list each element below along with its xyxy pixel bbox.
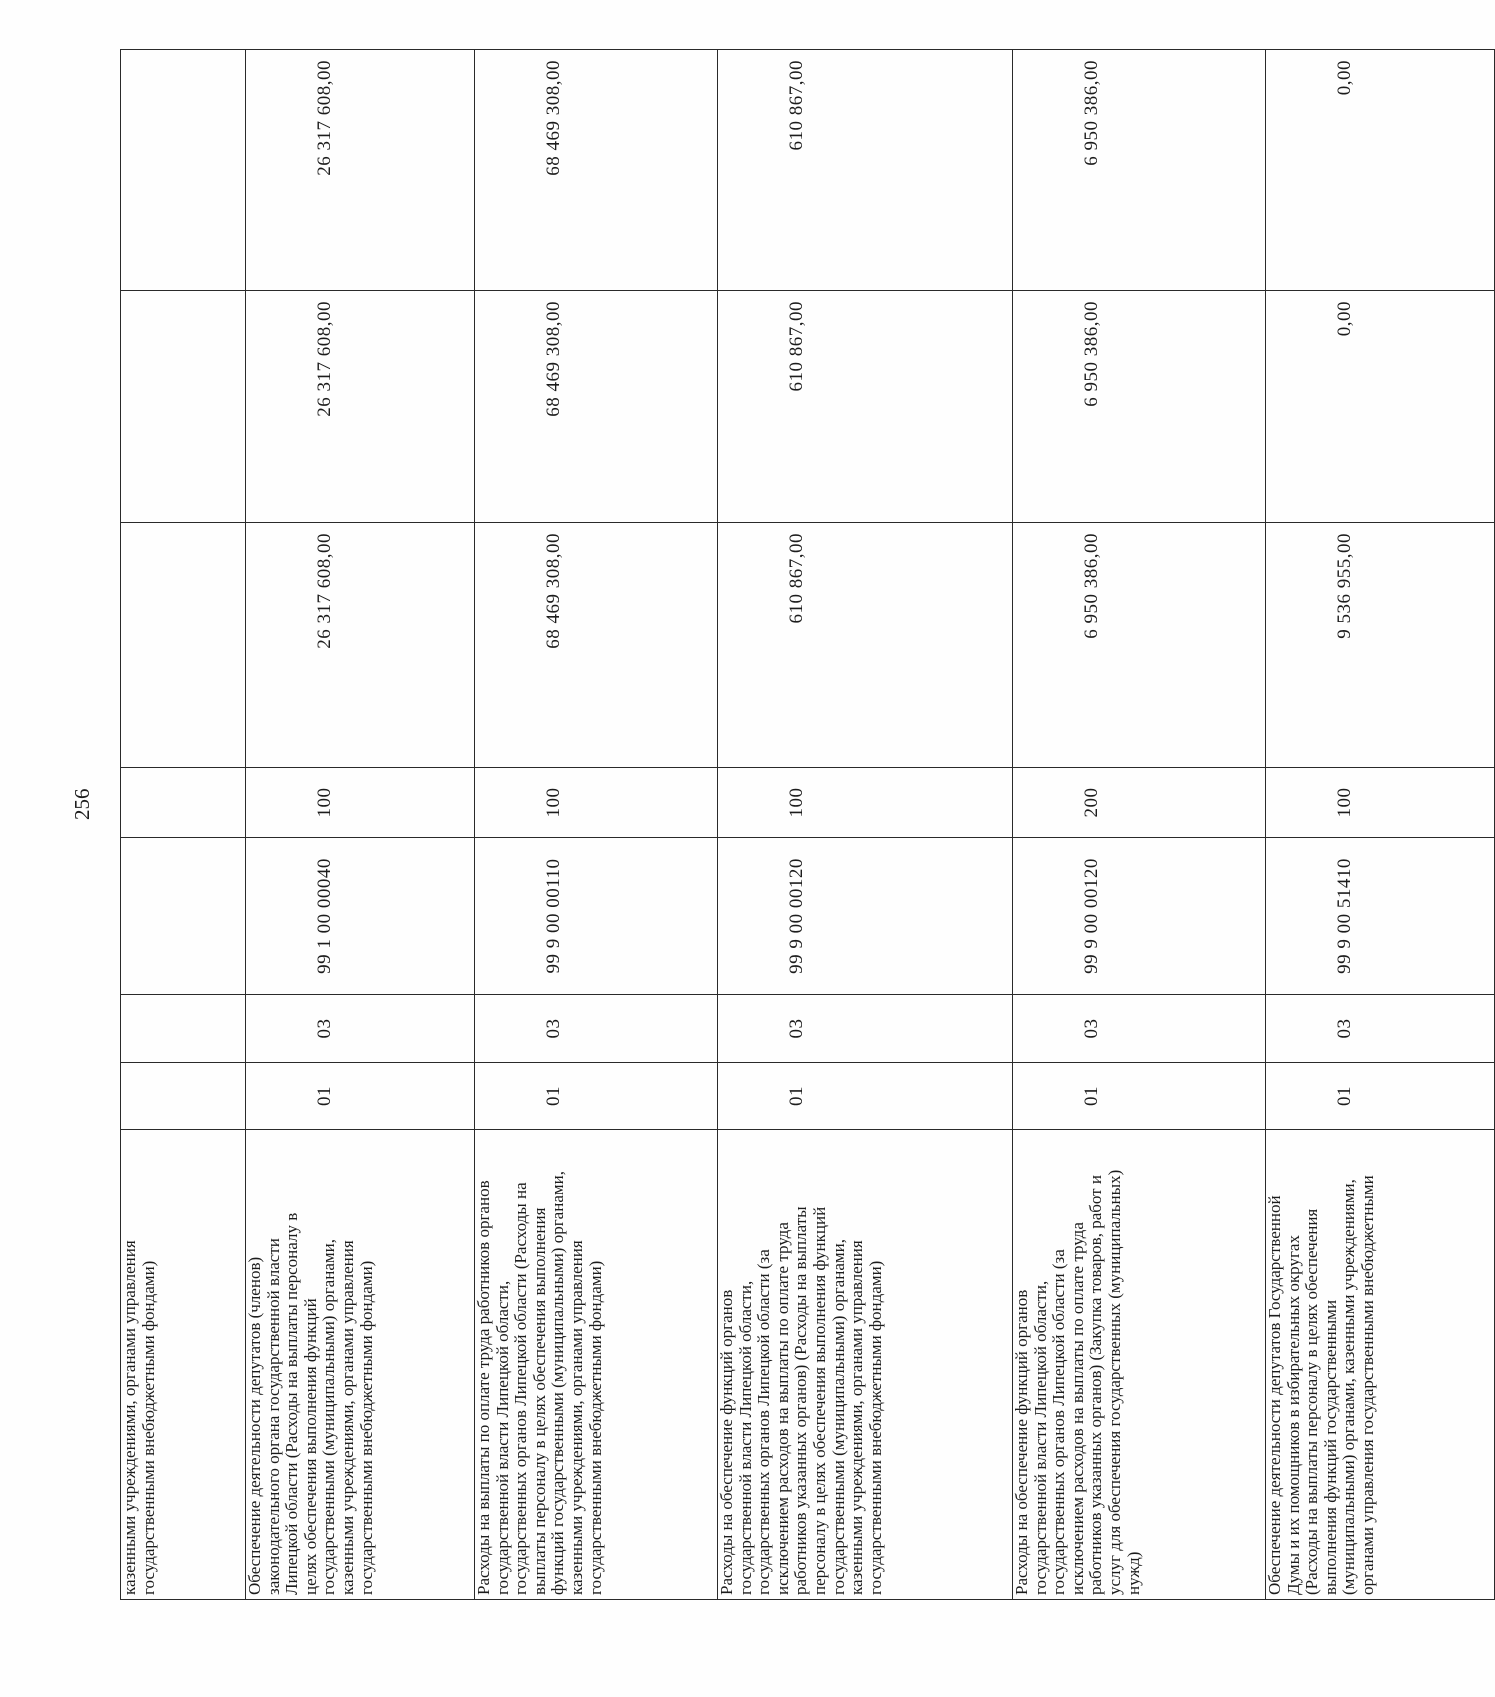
amount-year1-cell: 68 469 308,00 <box>475 523 718 768</box>
razdel-cell: 01 <box>1013 1063 1266 1130</box>
expense-type-cell: 100 <box>246 768 475 838</box>
description-line: выплаты персоналу в целях обеспечения выполнения <box>529 1207 549 1595</box>
description-line: Расходы на обеспечение функций органов <box>1012 1289 1031 1595</box>
description-line: государственных органов Липецкой области (Расходы на <box>511 1182 531 1595</box>
description-cell <box>718 1130 1013 1600</box>
table-row <box>1013 50 1266 1600</box>
description-line: государственными (муниципальными) органами, <box>319 1239 339 1595</box>
description-line: услуг для обеспечения государственных (муниципальных) <box>1104 1169 1124 1595</box>
expense-type-cell: 100 <box>1266 768 1495 838</box>
description-line: нужд) <box>1123 1551 1143 1595</box>
table-row <box>246 50 475 1600</box>
csr-code-cell: 99 9 00 00120 <box>1013 838 1266 995</box>
description-line: казенными учреждениями, органами управления <box>120 1240 139 1595</box>
razdel-cell: 01 <box>718 1063 1013 1130</box>
csr-code-cell: 99 9 00 51410 <box>1266 838 1495 995</box>
description-line: государственной власти Липецкой области, <box>492 1280 512 1595</box>
description-cell <box>121 1130 246 1600</box>
csr-code-cell <box>121 838 246 995</box>
description-line: казенными учреждениями, органами управления <box>847 1240 867 1595</box>
razdel-cell <box>121 1063 246 1130</box>
description-cell <box>1266 1130 1495 1600</box>
page-number: 256 <box>70 788 94 820</box>
table-row <box>1266 50 1495 1600</box>
csr-code-cell: 99 9 00 00120 <box>718 838 1013 995</box>
amount-year1-cell: 6 950 386,00 <box>1013 523 1266 768</box>
description-cell <box>1013 1130 1266 1600</box>
description-cell <box>475 1130 718 1600</box>
amount-year1-cell: 9 536 955,00 <box>1266 523 1495 768</box>
budget-table <box>120 49 1495 1600</box>
description-line: персоналу в целях обеспечения выполнения функций <box>809 1206 829 1595</box>
table-row <box>475 50 718 1600</box>
podrazdel-cell: 03 <box>246 995 475 1063</box>
expense-type-cell: 200 <box>1013 768 1266 838</box>
description-line: государственных органов Липецкой области (за <box>754 1249 774 1595</box>
description-line: (муниципальными) органами, казенными учреждениями, <box>1339 1179 1359 1595</box>
description-line: (Расходы на выплаты персоналу в целях обеспечения <box>1302 1208 1322 1595</box>
amount-year2-cell: 6 950 386,00 <box>1013 291 1266 523</box>
description-line: целях обеспечения выполнения функций <box>300 1298 320 1595</box>
expense-type-cell: 100 <box>475 768 718 838</box>
description-line: работников указанных органов) (Закупка товаров, работ и <box>1086 1175 1106 1595</box>
description-line: Расходы на обеспечение функций органов <box>717 1289 736 1595</box>
amount-year3-cell <box>121 50 246 291</box>
amount-year3-cell: 610 867,00 <box>718 50 1013 291</box>
description-line: работников указанных органов) (Расходы на выплаты <box>791 1206 811 1595</box>
amount-year2-cell: 68 469 308,00 <box>475 291 718 523</box>
amount-year2-cell: 610 867,00 <box>718 291 1013 523</box>
description-line: Обеспечение деятельности депутатов (членов) <box>245 1256 264 1595</box>
csr-code-cell: 99 9 00 00110 <box>475 838 718 995</box>
expense-type-cell <box>121 768 246 838</box>
description-line: Думы и их помощников в избирательных округах <box>1283 1235 1303 1595</box>
amount-year2-cell: 0,00 <box>1266 291 1495 523</box>
description-line: законодательного органа государственной власти <box>263 1238 283 1595</box>
description-line: государственными внебюджетными фондами) <box>585 1260 605 1595</box>
budget-table-rotated <box>120 50 1377 1600</box>
description-line: казенными учреждениями, органами управления <box>566 1240 586 1595</box>
amount-year1-cell <box>121 523 246 768</box>
amount-year2-cell: 26 317 608,00 <box>246 291 475 523</box>
description-line: органами управления государственными внебюджетными <box>1357 1175 1377 1595</box>
amount-year1-cell: 610 867,00 <box>718 523 1013 768</box>
razdel-cell: 01 <box>246 1063 475 1130</box>
description-line: государственными внебюджетными фондами) <box>356 1260 376 1595</box>
amount-year3-cell: 68 469 308,00 <box>475 50 718 291</box>
amount-year3-cell: 0,00 <box>1266 50 1495 291</box>
table-row <box>718 50 1013 1600</box>
description-cell <box>246 1130 475 1600</box>
amount-year3-cell: 26 317 608,00 <box>246 50 475 291</box>
razdel-cell: 01 <box>1266 1063 1495 1130</box>
podrazdel-cell: 03 <box>718 995 1013 1063</box>
podrazdel-cell: 03 <box>1013 995 1266 1063</box>
description-line: государственными внебюджетными фондами) <box>138 1260 158 1595</box>
description-line: казенными учреждениями, органами управления <box>337 1240 357 1595</box>
description-line: Липецкой области (Расходы на выплаты персоналу в <box>282 1212 302 1595</box>
expense-type-cell: 100 <box>718 768 1013 838</box>
description-line: государственными внебюджетными фондами) <box>865 1260 885 1595</box>
razdel-cell: 01 <box>475 1063 718 1130</box>
description-line: Обеспечение деятельности депутатов Государственной <box>1265 1195 1284 1595</box>
description-line: Расходы на выплаты по оплате труда работников органов <box>474 1180 493 1595</box>
description-line: государственных органов Липецкой области (за <box>1049 1249 1069 1595</box>
podrazdel-cell: 03 <box>1266 995 1495 1063</box>
amount-year3-cell: 6 950 386,00 <box>1013 50 1266 291</box>
table-row <box>121 50 246 1600</box>
amount-year2-cell <box>121 291 246 523</box>
description-line: функций государственными (муниципальными) органами, <box>548 1171 568 1595</box>
description-line: выполнения функций государственными <box>1320 1299 1340 1595</box>
podrazdel-cell: 03 <box>475 995 718 1063</box>
description-line: государственной власти Липецкой области, <box>1030 1280 1050 1595</box>
description-line: исключением расходов на выплаты по оплате труда <box>1067 1222 1087 1595</box>
csr-code-cell: 99 1 00 00040 <box>246 838 475 995</box>
description-line: исключением расходов на выплаты по оплате труда <box>772 1222 792 1595</box>
podrazdel-cell <box>121 995 246 1063</box>
amount-year1-cell: 26 317 608,00 <box>246 523 475 768</box>
description-line: государственными (муниципальными) органами, <box>828 1239 848 1595</box>
description-line: государственной власти Липецкой области, <box>735 1280 755 1595</box>
